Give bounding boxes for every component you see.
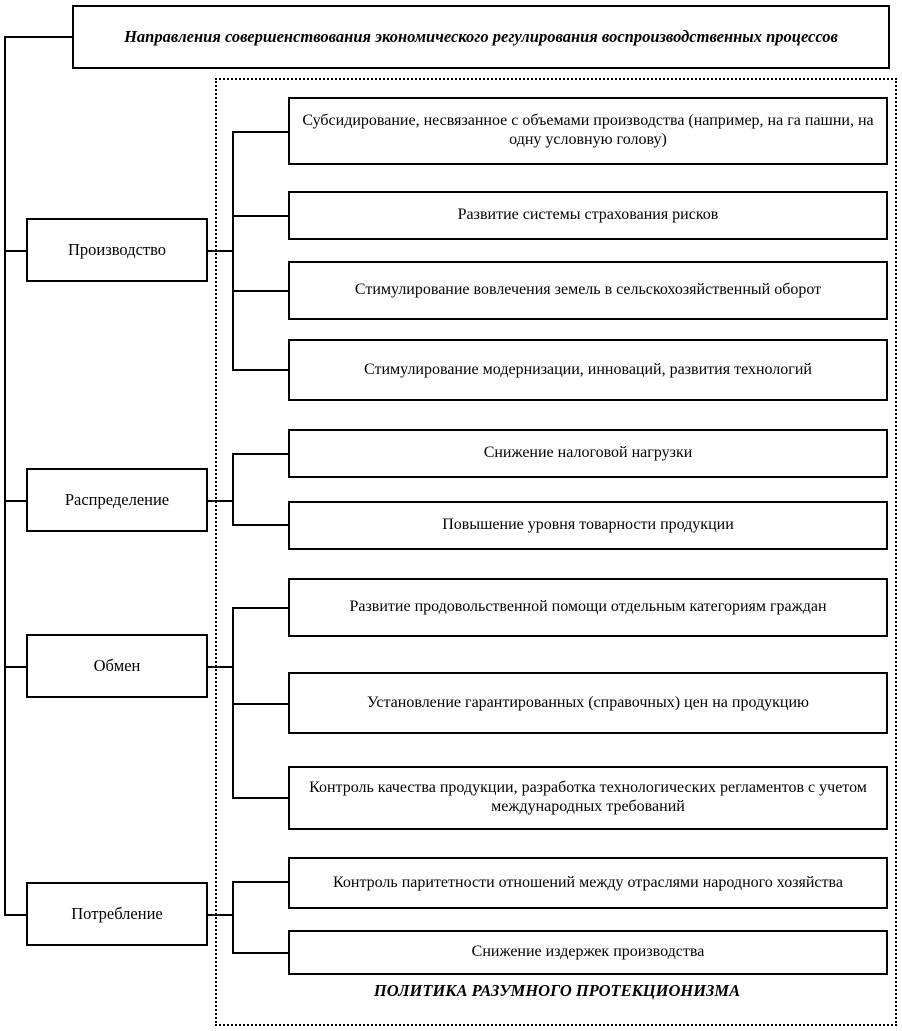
measure-text: Снижение налоговой нагрузки: [483, 444, 693, 462]
measure-text: Контроль паритетности отношений между отраслями народного хозяйства: [333, 873, 843, 891]
trunk-vertical-line: [4, 36, 6, 916]
production-link-1: [232, 131, 289, 133]
stage-label: Распределение: [64, 490, 170, 510]
measure-text: Стимулирование модернизации, инноваций, развития технологий: [364, 360, 812, 378]
trunk-to-title-line: [4, 36, 74, 38]
exchange-link-1: [232, 607, 289, 609]
distribution-link-1: [232, 453, 289, 455]
stage-label: Обмен: [93, 656, 141, 676]
distribution-link-2: [232, 524, 289, 526]
production-link-4: [232, 369, 289, 371]
consumption-stem-line: [208, 914, 233, 916]
measure-text: Стимулирование вовлечения земель в сельскохозяйственный оборот: [354, 281, 822, 299]
measure-box-2: [288, 191, 888, 240]
exchange-link-3: [232, 797, 289, 799]
measure-text: Снижение издержек производства: [471, 943, 705, 961]
trunk-branch-consumption: [4, 914, 28, 916]
measure-box-6: [288, 501, 888, 550]
measure-text: Развитие продовольственной помощи отдельным категориям граждан: [349, 598, 827, 616]
measure-box-1: [288, 97, 888, 165]
measure-text: Развитие системы страхования рисков: [457, 206, 719, 224]
exchange-link-2: [232, 703, 289, 705]
measure-box-11: [288, 930, 888, 975]
stage-box-distribution: [26, 468, 208, 532]
measure-box-10: [288, 857, 888, 909]
measure-text: Субсидирование, несвязанное с объемами производства (например, на га пашни, на одну условную голову): [302, 112, 874, 148]
measure-text: Установление гарантированных (справочных) цен на продукцию: [366, 693, 809, 711]
exchange-stem-line: [208, 666, 233, 668]
page-title: Направления совершенствования экономического регулирования воспроизводственных процессов: [72, 5, 890, 69]
measure-box-4: [288, 339, 888, 401]
trunk-branch-production: [4, 250, 28, 252]
measure-box-8: [288, 672, 888, 734]
production-spine-line: [232, 131, 234, 371]
distribution-spine-line: [232, 453, 234, 525]
stage-box-exchange: [26, 634, 208, 698]
measure-box-5: [288, 429, 888, 478]
production-stem-line: [208, 250, 233, 252]
production-link-2: [232, 215, 289, 217]
trunk-branch-distribution: [4, 500, 28, 502]
stage-label: Потребление: [71, 904, 163, 924]
consumption-link-1: [232, 881, 289, 883]
consumption-spine-line: [232, 881, 234, 953]
distribution-stem-line: [208, 500, 233, 502]
measure-box-3: [288, 261, 888, 320]
trunk-branch-exchange: [4, 666, 28, 668]
stage-box-consumption: [26, 882, 208, 946]
measure-text: Повышение уровня товарности продукции: [442, 516, 734, 534]
policy-footer-label: ПОЛИТИКА РАЗУМНОГО ПРОТЕКЦИОНИЗМА: [373, 981, 741, 1000]
measure-text: Контроль качества продукции, разработка технологических регламентов с учетом международных требований: [309, 779, 867, 815]
measure-box-9: [288, 766, 888, 830]
consumption-link-2: [232, 952, 289, 954]
stage-label: Производство: [67, 240, 167, 260]
stage-box-production: [26, 218, 208, 282]
measure-box-7: [288, 578, 888, 637]
production-link-3: [232, 290, 289, 292]
